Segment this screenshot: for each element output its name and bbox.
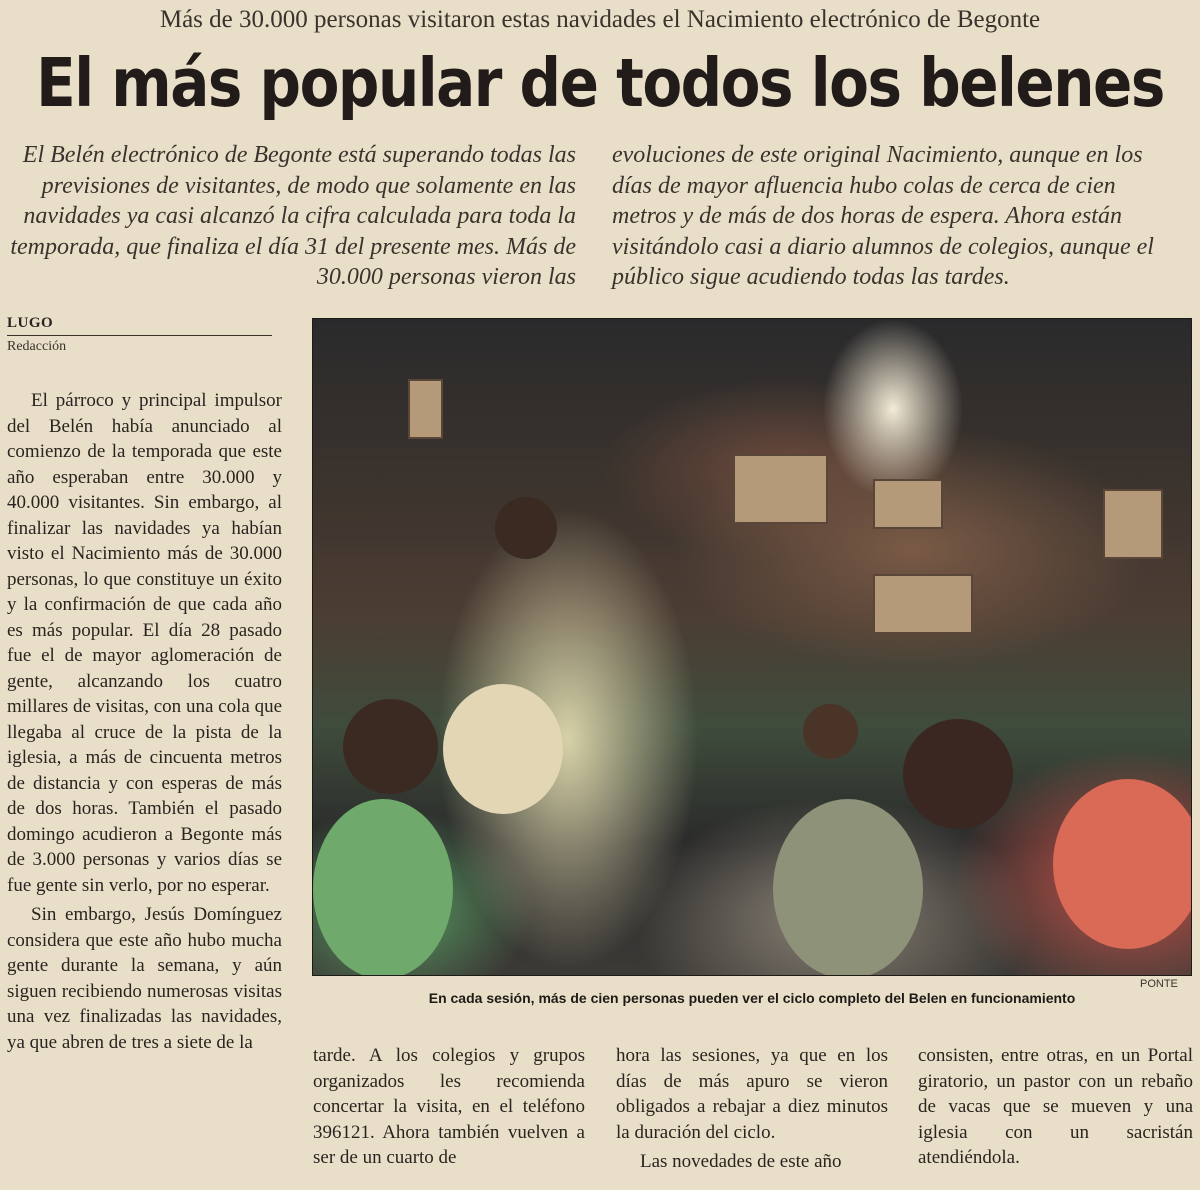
body-column-2 <box>313 1043 585 1175</box>
body-column-3 <box>616 1043 888 1179</box>
photo-visitor-head <box>1053 779 1192 949</box>
body-paragraph: tarde. A los colegios y grupos organizados les recomienda concertar la visita, en el teléfono 396121. Ahora también vuelven a ser de un cuarto de <box>313 1045 585 1168</box>
nativity-scene-photo <box>312 318 1192 976</box>
body-paragraph: hora las sesiones, ya que en los días de más apuro se vieron obligados a rebajar a diez minutos la duración del ciclo. <box>616 1045 888 1143</box>
photo-visitor-head <box>443 684 563 814</box>
article-kicker: Más de 30.000 personas visitaron estas navidades el Nacimiento electrónico de Begonte <box>159 6 1041 33</box>
article-headline: El más popular de todos los belenes <box>36 44 1164 123</box>
lead-paragraph-left: El Belén electrónico de Begonte está superando todas las previsiones de visitantes, de modo que solamente en las navidades ya casi alcanzó la cifra calculada para toda la temporada, que finaliza el día 31 del presente mes. Más de 30.000 personas vieron las <box>10 142 576 290</box>
photo-scene-house <box>873 479 943 529</box>
photo-visitor-head <box>343 699 438 794</box>
photo-scene-house <box>873 574 973 634</box>
photo-visitor-head <box>903 719 1013 829</box>
photo-visitor-head <box>313 799 453 976</box>
body-paragraph: consisten, entre otras, en un Portal giratorio, un pastor con un rebaño de vacas que se mueven y una iglesia con un sacristán atendiéndola. <box>918 1045 1193 1168</box>
body-column-1 <box>7 388 282 1059</box>
byline-divider <box>7 335 272 336</box>
photo-visitor-head <box>773 799 923 976</box>
photo-caption: En cada sesión, más de cien personas pueden ver el ciclo completo del Belen en funcionamiento <box>428 990 1076 1006</box>
body-column-4 <box>918 1043 1193 1175</box>
body-paragraph: Las novedades de este año <box>640 1151 842 1172</box>
photo-scene-house <box>733 454 828 524</box>
photo-scene-house <box>1103 489 1163 559</box>
photo-scene-house <box>408 379 443 439</box>
photo-visitor-head <box>803 704 858 759</box>
byline-city: LUGO <box>7 315 54 331</box>
photo-credit: PONTE <box>1140 978 1178 990</box>
body-paragraph: El párroco y principal impulsor del Belén había anunciado al comienzo de la temporada que este año esperaban entre 30.000 y 40.000 visitantes. Sin embargo, al finalizar las navidades ya habían visto el Nacimiento más de 30.000 personas, lo que constituye un éxito y la confirmación de que cada año es más popular. El día 28 pasado fue el de mayor aglomeración de gente, alcanzando los cuatro millares de visitas, con una cola que llegaba al cruce de la pista de la iglesia, a más de cincuenta metros de distancia y con esperas de más de dos horas. También el pasado domingo acudieron a Begonte más de 3.000 personas y varios días se fue gente sin verlo, por no esperar. <box>7 390 282 896</box>
photo-visitor-head <box>495 497 557 559</box>
lead-paragraph-right: evoluciones de este original Nacimiento, aunque en los días de mayor afluencia hubo colas de cerca de cien metros y de más de dos horas de espera. Ahora están visitándolo casi a diario alumnos de colegios, aunque el público sigue acudiendo todas las tardes. <box>612 142 1154 290</box>
byline <box>7 315 272 355</box>
body-paragraph: Sin embargo, Jesús Domínguez considera que este año hubo mucha gente durante la semana, y aún siguen recibiendo numerosas visitas una vez finalizadas las navidades, ya que abren de tres a siete de la <box>7 904 282 1053</box>
byline-author: Redacción <box>7 339 67 354</box>
